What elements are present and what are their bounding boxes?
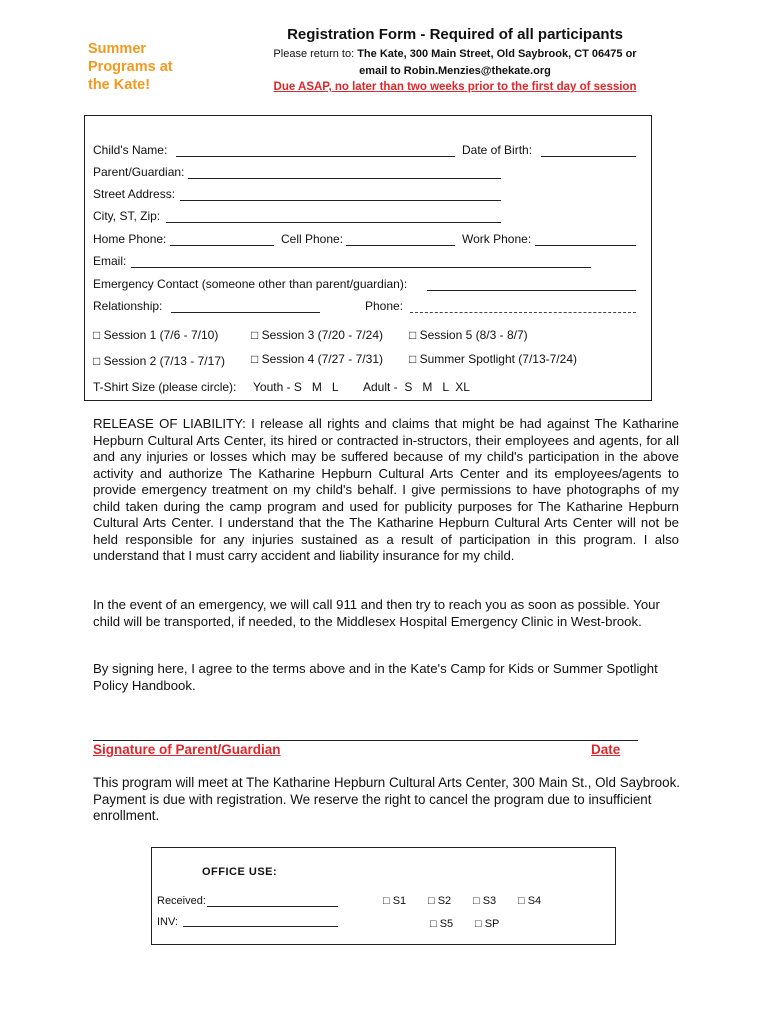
- relationship-field[interactable]: [171, 312, 320, 313]
- inv-label: INV:: [157, 916, 178, 928]
- email-label: Email:: [93, 254, 127, 268]
- cell-phone-label: Cell Phone:: [281, 232, 344, 246]
- city-state-zip-label: City, ST, Zip:: [93, 209, 161, 223]
- tshirt-size-label: T-Shirt Size (please circle):: [93, 380, 237, 394]
- work-phone-label: Work Phone:: [462, 232, 532, 246]
- emergency-contact-label: Emergency Contact (someone other than parent/guardian):: [93, 277, 408, 291]
- street-address-field[interactable]: [180, 200, 501, 201]
- brand-line: Programs at: [88, 59, 173, 75]
- phone-label: Phone:: [365, 299, 404, 313]
- office-s1-checkbox[interactable]: □ S1: [383, 895, 407, 907]
- brand-line: the Kate!: [88, 77, 151, 93]
- emergency-paragraph: In the event of an emergency, we will call 911 and then try to reach you as soon as possible. Your child will be transported, if needed, to the Middlesex Hospital Emergency Clinic in West-brook.: [93, 597, 660, 629]
- childs-name-field[interactable]: [176, 156, 455, 157]
- summer-spotlight-checkbox[interactable]: □ Summer Spotlight (7/13-7/24): [409, 352, 577, 366]
- tshirt-youth-sizes[interactable]: Youth - S M L: [253, 380, 339, 394]
- office-use-title: OFFICE USE:: [202, 866, 278, 878]
- childs-name-label: Child's Name:: [93, 143, 168, 157]
- session-3-checkbox[interactable]: □ Session 3 (7/20 - 7/24): [251, 328, 383, 342]
- office-s3-checkbox[interactable]: □ S3: [473, 895, 497, 907]
- brand-line: Summer: [88, 41, 147, 57]
- office-s4-checkbox[interactable]: □ S4: [518, 895, 542, 907]
- received-field[interactable]: [207, 906, 338, 907]
- date-of-birth-label: Date of Birth:: [462, 143, 533, 157]
- parent-guardian-field[interactable]: [188, 178, 501, 179]
- signature-line[interactable]: [93, 740, 638, 741]
- emergency-contact-field[interactable]: [427, 290, 636, 291]
- agreement-paragraph: By signing here, I agree to the terms above and in the Kate's Camp for Kids or Summer Spotlight Policy Handbook.: [93, 661, 658, 693]
- return-instructions: [240, 48, 670, 60]
- street-address-label: Street Address:: [93, 187, 176, 201]
- return-prefix: Please return to:: [273, 48, 358, 60]
- tshirt-adult-sizes[interactable]: Adult - S M L XL: [363, 380, 470, 394]
- release-of-liability: RELEASE OF LIABILITY: I release all rights and claims that might be had against The Katharine Hepburn Cultural Arts Center, its hired or contracted in-structors, their employees and agents, for all and any injuries or losses which may be suffered because of my child's participation in the above activity and authorize The Katharine Hepburn Cultural Arts Center and its employees/agents to provide emergency treatment on my child's behalf. I give permissions to have photographs of my child taken during the camp program and used for publicity purposes for The Katharine Hepburn Cultural Arts Center. I understand that the The Katharine Hepburn Cultural Arts Center will not be held responsible for any injuries sustained as a result of participation in this program. I also understand that I must carry accident and liability insurance for my child.: [93, 416, 679, 563]
- parent-guardian-label: Parent/Guardian:: [93, 165, 185, 179]
- session-1-checkbox[interactable]: □ Session 1 (7/6 - 7/10): [93, 328, 219, 342]
- form-title: Registration Form - Required of all participants: [287, 26, 623, 43]
- office-sp-checkbox[interactable]: □ SP: [475, 918, 500, 930]
- office-s2-checkbox[interactable]: □ S2: [428, 895, 452, 907]
- received-label: Received:: [157, 895, 206, 907]
- brand-title: [88, 40, 198, 94]
- program-info: This program will meet at The Katharine Hepburn Cultural Arts Center, 300 Main St., Old Saybrook. Payment is due with registration. We reserve the right to cancel the program due to insufficient enrollment.: [93, 775, 680, 823]
- session-2-checkbox[interactable]: □ Session 2 (7/13 - 7/17): [93, 354, 225, 368]
- return-email: email to Robin.Menzies@thekate.org: [359, 65, 551, 77]
- home-phone-field[interactable]: [170, 245, 274, 246]
- session-4-checkbox[interactable]: □ Session 4 (7/27 - 7/31): [251, 352, 383, 366]
- signature-label: Signature of Parent/Guardian: [93, 742, 281, 757]
- email-field[interactable]: [131, 267, 591, 268]
- relationship-label: Relationship:: [93, 299, 163, 313]
- emergency-phone-field[interactable]: [410, 312, 636, 313]
- office-s5-checkbox[interactable]: □ S5: [430, 918, 454, 930]
- city-state-zip-field[interactable]: [166, 222, 501, 223]
- home-phone-label: Home Phone:: [93, 232, 167, 246]
- work-phone-field[interactable]: [535, 245, 636, 246]
- due-notice: Due ASAP, no later than two weeks prior to the first day of session: [273, 81, 637, 93]
- cell-phone-field[interactable]: [346, 245, 455, 246]
- session-5-checkbox[interactable]: □ Session 5 (8/3 - 8/7): [409, 328, 528, 342]
- return-address: The Kate, 300 Main Street, Old Saybrook, CT 06475 or: [357, 48, 637, 60]
- signature-date-label: Date: [591, 742, 621, 757]
- date-of-birth-field[interactable]: [541, 156, 636, 157]
- inv-field[interactable]: [183, 926, 338, 927]
